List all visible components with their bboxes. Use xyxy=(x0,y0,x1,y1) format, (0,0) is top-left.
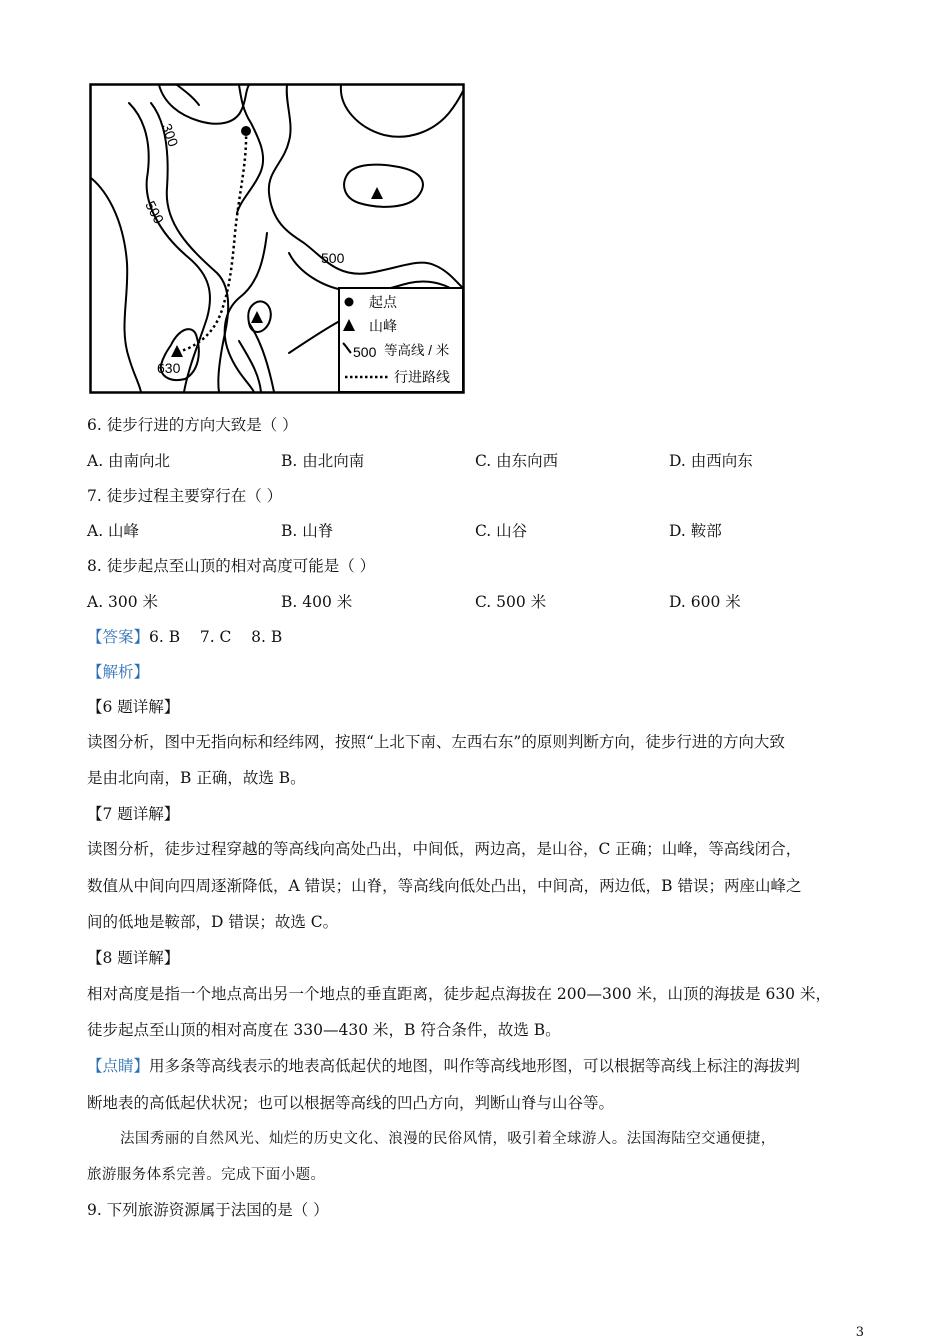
legend-peak-label: 山峰 xyxy=(369,318,397,334)
q6-option-c: C. 由东向西 xyxy=(475,452,559,470)
contour-map xyxy=(89,83,465,394)
q7-detail-line: 间的低地是鞍部，D 错误；故选 C。 xyxy=(87,913,339,931)
q6-detail-line: 读图分析，图中无指向标和经纬网，按照“上北下南、左西右东”的原则判断方向，徒步行进的方向大致 xyxy=(87,733,785,751)
analysis-tag: 【解析】 xyxy=(87,663,150,681)
legend-contour-value: 500 xyxy=(353,344,377,360)
q7-option-b: B. 山脊 xyxy=(281,522,334,540)
contour-label-630: 630 xyxy=(157,360,181,376)
contour-label-500-left: 500 xyxy=(142,198,168,227)
q8-option-b: B. 400 米 xyxy=(281,593,353,611)
q7-detail-line: 数值从中间向四周逐渐降低，A 错误；山脊，等高线向低处凸出，中间高，两边低，B 错误；两座山峰之 xyxy=(87,877,802,895)
q8-option-a: A. 300 米 xyxy=(87,593,159,611)
contour-label-300: 300 xyxy=(158,121,182,149)
start-point-dot xyxy=(241,126,251,136)
tip-text: 用多条等高线表示的地表高低起伏的地图，叫作等高线地形图，可以根据等高线上标注的海拔判 xyxy=(149,1057,801,1075)
map-legend xyxy=(339,288,463,392)
q6-stem: 6. 徒步行进的方向大致是（ ） xyxy=(87,416,298,434)
legend-start-label: 起点 xyxy=(369,294,397,310)
passage-line-1: 法国秀丽的自然风光、灿烂的历史文化、浪漫的民俗风情，吸引着全球游人。法国海陆空交通便捷， xyxy=(120,1131,776,1147)
q7-detail-line: 读图分析，徒步过程穿越的等高线向高处凸出，中间低，两边高，是山谷，C 正确；山峰，等高线闭合， xyxy=(87,840,802,858)
tip-line-1 xyxy=(87,1056,800,1076)
q9-stem: 9. 下列旅游资源属于法国的是（ ） xyxy=(87,1201,329,1219)
q8-option-d: D. 600 米 xyxy=(669,593,741,611)
q8-stem: 8. 徒步起点至山顶的相对高度可能是（ ） xyxy=(87,557,376,575)
tip-tag: 【点睛】 xyxy=(87,1057,150,1075)
q7-option-c: C. 山谷 xyxy=(475,522,528,540)
q6-detail-title: 【6 题详解】 xyxy=(87,698,180,716)
contour-label-500-right: 500 xyxy=(321,250,345,266)
q8-detail-line: 相对高度是指一个地点高出另一个地点的垂直距离，徒步起点海拔在 200—300 米，山顶的海拔是 630 米， xyxy=(87,985,831,1003)
q6-option-d: D. 由西向东 xyxy=(669,452,753,470)
q7-option-a: A. 山峰 xyxy=(87,522,140,540)
page-number: 3 xyxy=(855,1325,864,1340)
answer-text: 6. B 7. C 8. B xyxy=(149,628,283,646)
q6-option-a: A. 由南向北 xyxy=(87,452,171,470)
q8-option-c: C. 500 米 xyxy=(475,593,547,611)
answer-line xyxy=(87,627,282,647)
legend-contour-label: 等高线 / 米 xyxy=(384,343,450,358)
legend-route-label: 行进路线 xyxy=(394,369,450,385)
q7-stem: 7. 徒步过程主要穿行在（ ） xyxy=(87,487,283,505)
q7-detail-title: 【7 题详解】 xyxy=(87,805,180,823)
passage-line-2: 旅游服务体系完善。完成下面小题。 xyxy=(87,1167,326,1183)
tip-line-2: 断地表的高低起伏状况；也可以根据等高线的凹凸方向，判断山脊与山谷等。 xyxy=(87,1094,615,1112)
q8-detail-line: 徒步起点至山顶的相对高度在 330—430 米，B 符合条件，故选 B。 xyxy=(87,1021,561,1039)
legend-dot-icon xyxy=(345,298,354,307)
answer-tag: 【答案】 xyxy=(87,628,150,646)
q6-detail-line: 是由北向南，B 正确，故选 B。 xyxy=(87,769,306,787)
q7-option-d: D. 鞍部 xyxy=(669,522,722,540)
q6-option-b: B. 由北向南 xyxy=(281,452,365,470)
q8-detail-title: 【8 题详解】 xyxy=(87,949,180,967)
